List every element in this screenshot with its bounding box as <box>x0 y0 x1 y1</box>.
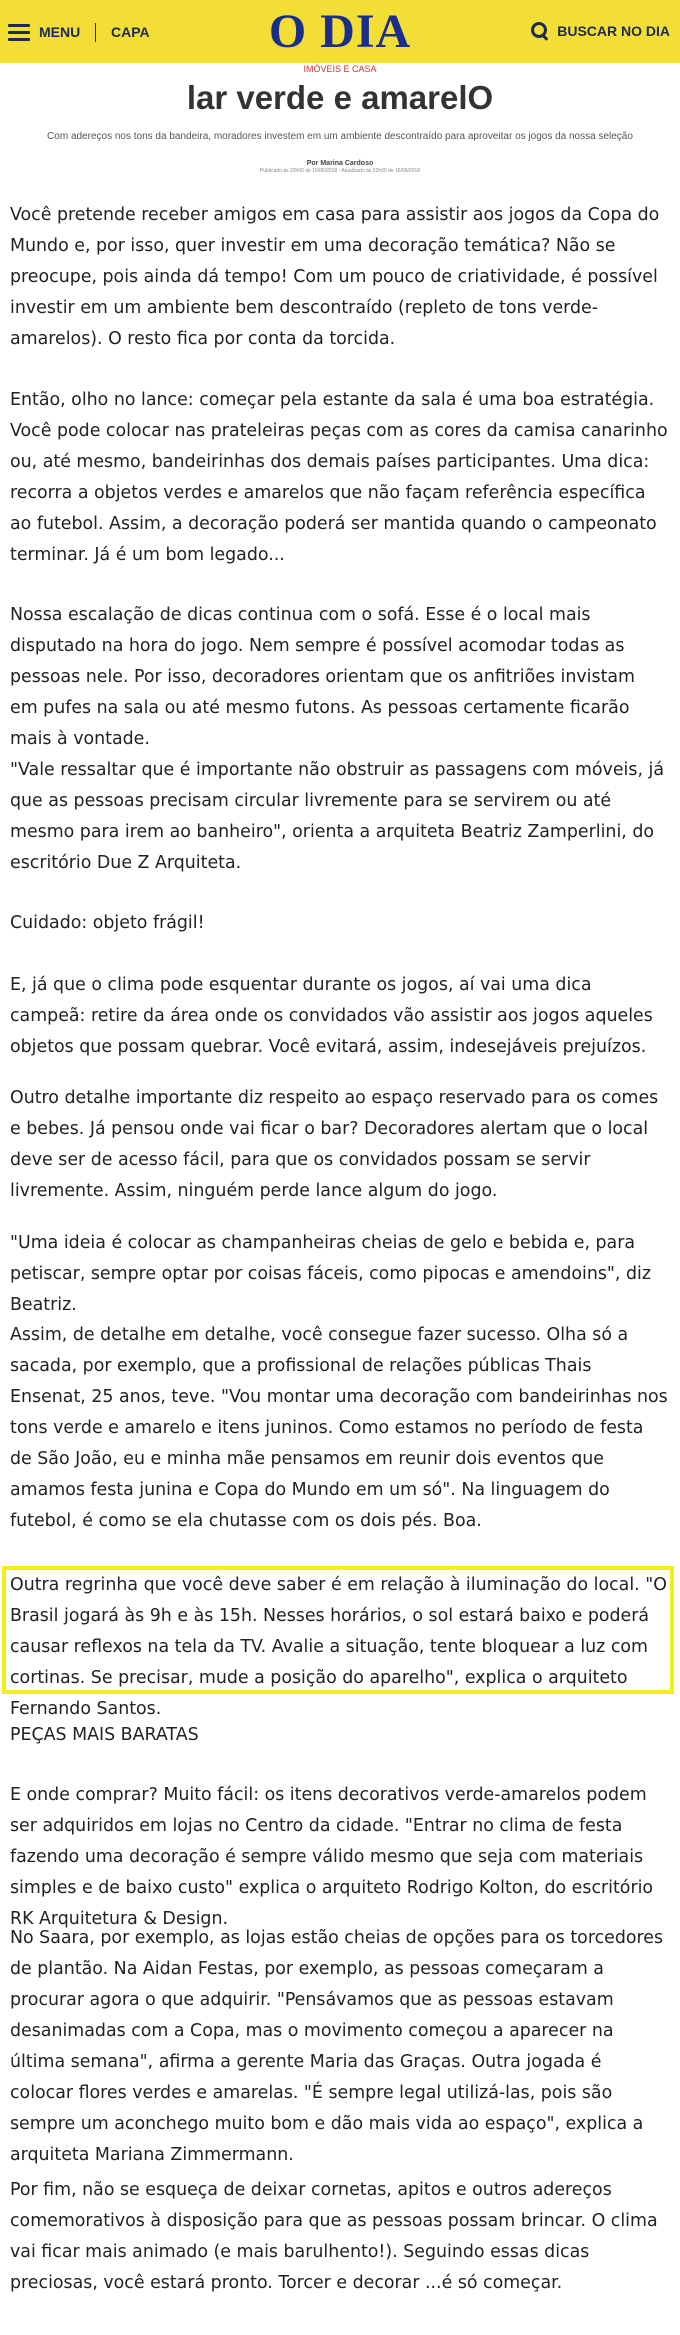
article-paragraph: Nossa escalação de dicas continua com o sofá. Esse é o local mais disputado na hora do jogo. Nem sempre é possível acomodar todas as pessoas nele. Por isso, decoradores orientam que os anfitriões invistam em pufes na sala ou até mesmo futons. As pessoas certamente ficarão mais à vontade. <box>10 605 635 749</box>
menu-label: MENU <box>39 24 81 40</box>
article-paragraph: "Vale ressaltar que é importante não obstruir as passagens com móveis, já que as pessoas precisam circular livremente para se servirem ou até mesmo para irem ao banheiro", orienta a arquiteta Beatriz Zamperlini, do escritório Due Z Arquiteta. <box>10 760 664 873</box>
article-paragraph: E onde comprar? Muito fácil: os itens decorativos verde-amarelos podem ser adquiridos em lojas no Centro da cidade. "Entrar no clima de festa fazendo uma decoração é sempre válido mesmo que seja com materiais simples e de baixo custo" explica o arquiteto Rodrigo Kolton, do escritório RK Arquitetura & Design. <box>10 1785 654 1929</box>
search-button[interactable] <box>531 22 670 40</box>
article-paragraph: Assim, de detalhe em detalhe, você consegue fazer sucesso. Olha só a sacada, por exemplo, que a profissional de relações públicas Thais Ensenat, 25 anos, teve. "Vou montar uma decoração com bandeirinhas nos tons verde e amarelo e itens juninos. Como estamos no período de festa de São João, eu e minha mãe pensamos em reunir dois eventos que amamos festa junina e Copa do Mundo em um só". Na linguagem do futebol, é como se ela chutasse com os dois pés. Boa. <box>10 1325 668 1531</box>
article-subheading: Cuidado: objeto frágil! <box>10 913 205 933</box>
article-paragraph: Outro detalhe importante diz respeito ao espaço reservado para os comes e bebes. Já pensou onde vai ficar o bar? Decoradores alertam que o local deve ser de acesso fácil, para que os convidados possam se servir livremente. Assim, ninguém perde lance algum do jogo. <box>10 1088 659 1201</box>
article-title: lar verde e amarelO <box>186 79 494 116</box>
article-paragraph: E, já que o clima pode esquentar durante os jogos, aí vai uma dica campeã: retire da área onde os convidados vão assistir aos jogos aqueles objetos que possam quebrar. Você evitará, assim, indesejáveis prejuízos. <box>10 975 653 1057</box>
top-bar <box>0 0 680 63</box>
article-dates: Publicado às 23h00 de 16/06/2018 - Atualizado às 22h00 de 16/06/2018 <box>259 168 421 174</box>
search-label: BUSCAR NO DIA <box>557 23 670 39</box>
section-label[interactable]: IMÓVEIS E CASA <box>303 64 377 74</box>
article-paragraph-highlighted: Outra regrinha que você deve saber é em relação à iluminação do local. "O Brasil jogará às 9h e às 15h. Nesses horários, o sol estará baixo e poderá causar reflexos na tela da TV. Avalie a situação, tente bloquear a luz com cortinas. Se precisar, mude a posição do aparelho", explica o arquiteto Fernando Santos. <box>10 1575 667 1719</box>
article-paragraph: No Saara, por exemplo, as lojas estão cheias de opções para os torcedores de plantão. Na Aidan Festas, por exemplo, as pessoas começaram a procurar agora o que adquirir. "Pensávamos que as pessoas estavam desanimadas com a Copa, mas o movimento começou a aparecer na última semana", afirma a gerente Maria das Graças. Outra jogada é colocar flores verdes e amarelas. "É sempre legal utilizá-las, pois são sempre um aconchego muito bom e dão mais vida ao espaço", explica a arquiteta Mariana Zimmermann. <box>10 1928 664 2165</box>
article-subheading: PEÇAS MAIS BARATAS <box>10 1725 199 1745</box>
search-icon <box>531 22 549 40</box>
article-paragraph: Então, olho no lance: começar pela estante da sala é uma boa estratégia. Você pode colocar nas prateleiras peças com as cores da camisa canarinho ou, até mesmo, bandeirinhas dos demais países participantes. Uma dica: recorra a objetos verdes e amarelos que não façam referência específica ao futebol. Assim, a decoração poderá ser mantida quando o campeonato terminar. Já é um bom legado... <box>10 390 668 565</box>
article-subtitle: Com adereços nos tons da bandeira, moradores investem em um ambiente descontraído para aproveitar os jogos da nossa seleção <box>47 131 633 142</box>
capa-link[interactable]: CAPA <box>111 24 150 40</box>
article-byline: Por Marina Cardoso <box>306 160 374 167</box>
site-logo[interactable]: O DIA <box>268 5 412 58</box>
article-paragraph: "Uma ideia é colocar as champanheiras cheias de gelo e bebida e, para petiscar, sempre optar por coisas fáceis, como pipocas e amendoins", diz Beatriz. <box>10 1233 651 1315</box>
article-paragraph: Você pretende receber amigos em casa para assistir aos jogos da Copa do Mundo e, por isso, quer investir em uma decoração temática? Não se preocupe, pois ainda dá tempo! Com um pouco de criatividade, é possível investir em um ambiente bem descontraído (repleto de tons verde-amarelos). O resto fica por conta da torcida. <box>10 205 660 349</box>
article-paragraph: Por fim, não se esqueça de deixar cornetas, apitos e outros adereços comemorativos à disposição para que as pessoas possam brincar. O clima vai ficar mais animado (e mais barulhento!). Seguindo essas dicas preciosas, você estará pronto. Torcer e decorar ...é só começar. <box>10 2180 658 2293</box>
